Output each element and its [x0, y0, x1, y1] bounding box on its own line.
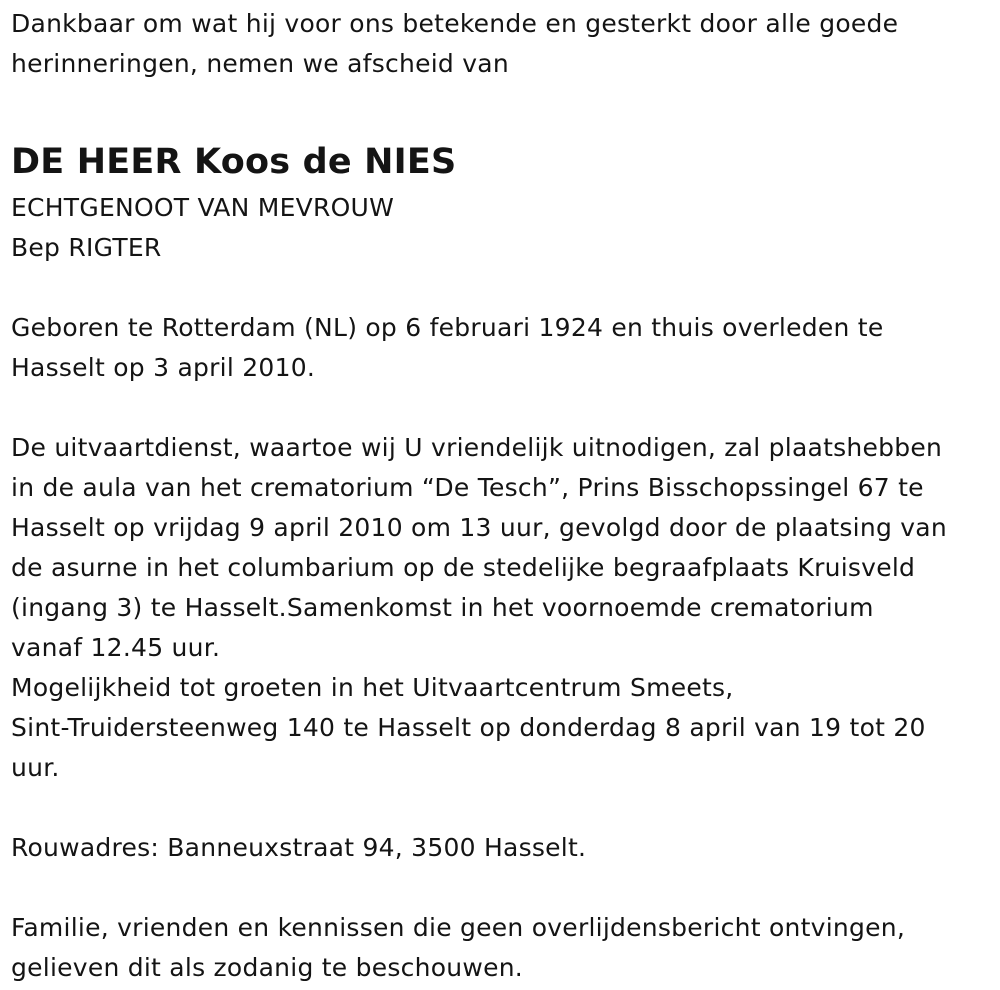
intro-line: herinneringen, nemen we afscheid van [11, 49, 509, 78]
mourning-address: Rouwadres: Banneuxstraat 94, 3500 Hasselt. [11, 833, 587, 862]
spouse-name: Bep RIGTER [11, 233, 162, 262]
service-line: (ingang 3) te Hasselt.Samenkomst in het voornoemde crematorium [11, 593, 874, 622]
spouse-block [11, 188, 996, 268]
service-line: De uitvaartdienst, waartoe wij U vriendelijk uitnodigen, zal plaatshebben [11, 433, 943, 462]
closing-line: gelieven dit als zodanig te beschouwen. [11, 953, 524, 982]
birth-death-paragraph [11, 308, 996, 388]
spouse-title: ECHTGENOOT VAN MEVROUW [11, 193, 395, 222]
service-line: Sint-Truidersteenweg 140 te Hasselt op donderdag 8 april van 19 tot 20 [11, 713, 926, 742]
closing-paragraph [11, 908, 996, 988]
service-line: Mogelijkheid tot groeten in het Uitvaartcentrum Smeets, [11, 673, 734, 702]
intro-paragraph [11, 4, 996, 84]
obituary-notice [11, 4, 996, 988]
service-line: Hasselt op vrijdag 9 april 2010 om 13 uur, gevolgd door de plaatsing van [11, 513, 947, 542]
birth-death-line: Hasselt op 3 april 2010. [11, 353, 316, 382]
closing-line: Familie, vrienden en kennissen die geen overlijdensbericht ontvingen, [11, 913, 906, 942]
service-line: vanaf 12.45 uur. [11, 633, 221, 662]
service-paragraph [11, 428, 996, 788]
service-line: uur. [11, 753, 60, 782]
birth-death-line: Geboren te Rotterdam (NL) op 6 februari 1924 en thuis overleden te [11, 313, 884, 342]
deceased-name: DE HEER Koos de NIES [11, 142, 457, 182]
intro-line: Dankbaar om wat hij voor ons betekende en gesterkt door alle goede [11, 9, 899, 38]
service-line: in de aula van het crematorium “De Tesch”, Prins Bisschopssingel 67 te [11, 473, 924, 502]
service-line: de asurne in het columbarium op de stedelijke begraafplaats Kruisveld [11, 553, 916, 582]
